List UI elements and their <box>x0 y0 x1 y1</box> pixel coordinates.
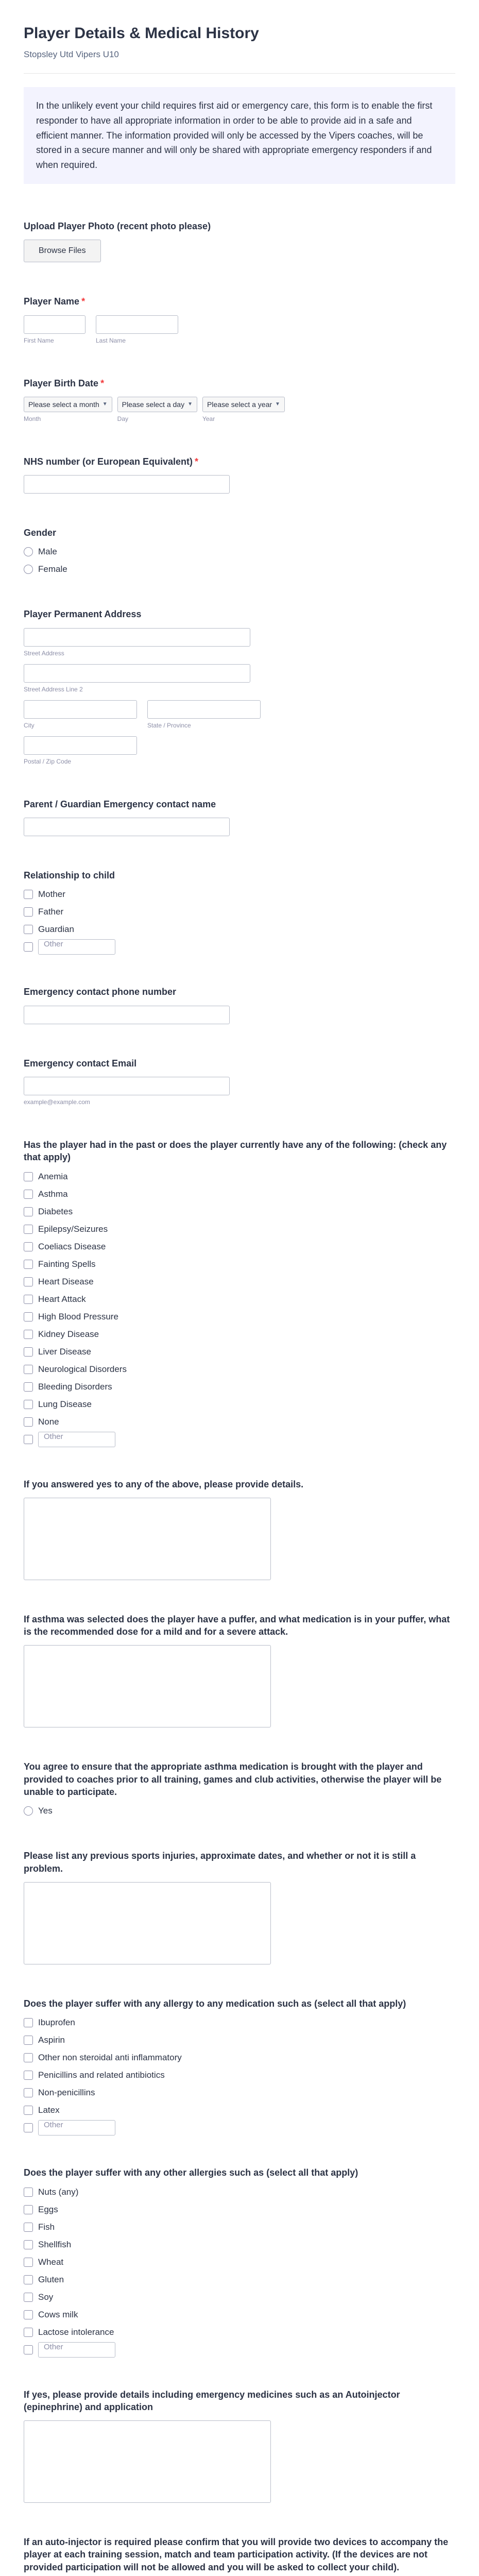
guardian-name-input[interactable] <box>24 818 230 836</box>
condition-option-label: Heart Disease <box>38 1276 94 1286</box>
medication-allergy-option[interactable] <box>24 2017 455 2028</box>
condition-option-label: High Blood Pressure <box>38 1311 118 1321</box>
checkbox[interactable] <box>24 2088 33 2097</box>
question-autoinjector <box>24 2536 455 2576</box>
condition-option-label: Liver Disease <box>38 1346 91 1357</box>
condition-option-label: None <box>38 1416 59 1427</box>
medication-allergy-option[interactable] <box>24 2070 455 2081</box>
other-allergy-label: Does the player suffer with any other allergies such as (select all that apply) <box>24 2167 358 2178</box>
address-label: Player Permanent Address <box>24 609 142 620</box>
checkbox[interactable] <box>24 1190 33 1199</box>
nhs-label: NHS number (or European Equivalent) * <box>24 456 199 467</box>
condition-option[interactable] <box>24 1399 455 1410</box>
asthma-agree-label: You agree to ensure that the appropriate asthma medication is brought with the player and provided to coaches prior to all training, games and club activities, otherwise the player will be unable to participate. <box>24 1761 442 1798</box>
relationship-label: Relationship to child <box>24 870 115 881</box>
first-name-input[interactable] <box>24 315 85 334</box>
form-subtitle: Stopsley Utd Vipers U10 <box>24 49 119 59</box>
question-conditions-details <box>24 1478 455 1580</box>
condition-option[interactable] <box>24 1381 455 1393</box>
question-medication-allergy <box>24 1997 455 2133</box>
condition-option-label: Diabetes <box>38 1206 73 1216</box>
other-input[interactable]: Other <box>38 2120 115 2136</box>
conditions-label: Has the player had in the past or does the player currently have any of the following: (check any that apply) <box>24 1139 447 1163</box>
question-puffer <box>24 1613 455 1728</box>
other-input[interactable]: Other <box>38 1432 115 1447</box>
question-injuries <box>24 1850 455 1964</box>
form-title: Player Details & Medical History <box>24 25 259 42</box>
other-allergy-option-label: Lactose intolerance <box>38 2327 114 2337</box>
checkbox[interactable] <box>24 1330 33 1339</box>
email-input[interactable] <box>24 1077 230 1095</box>
nhs-number-input[interactable] <box>24 475 230 494</box>
radio-button[interactable] <box>24 547 33 556</box>
other-allergy-option-label: Nuts (any) <box>38 2187 79 2197</box>
other-allergy-option[interactable] <box>24 2239 455 2250</box>
condition-option[interactable] <box>24 1416 455 1428</box>
question-address <box>24 608 455 765</box>
chevron-down-icon: ▼ <box>102 401 108 408</box>
gender-option[interactable]: Female <box>24 564 455 575</box>
checkbox[interactable] <box>24 1382 33 1392</box>
asthma-agree-option[interactable]: Yes <box>24 1805 455 1817</box>
guardian-label: Parent / Guardian Emergency contact name <box>24 799 216 809</box>
other-allergy-other-option[interactable] <box>24 2344 455 2355</box>
medication-allergy-option-label: Other non steroidal anti inflammatory <box>38 2053 182 2063</box>
condition-option-label: Lung Disease <box>38 1399 92 1409</box>
condition-option[interactable] <box>24 1241 455 1252</box>
condition-option[interactable] <box>24 1189 455 1200</box>
phone-label: Emergency contact phone number <box>24 987 177 997</box>
intro-text: In the unlikely event your child requires first aid or emergency care, this form is to enable the first responder to have all appropriate information in order to be able to provide aid in a safe and efficient manner. The information provided will only be accessed by the Vipers coaches, will be stored in a secure manner and will only be shared with appropriate emergency responders if and when required. <box>24 87 455 184</box>
street-address-input[interactable] <box>24 628 250 647</box>
checkbox[interactable] <box>24 2071 33 2080</box>
medication-allergy-option[interactable] <box>24 2035 455 2046</box>
email-hint: example@example.com <box>24 1098 90 1106</box>
other-allergy-option[interactable] <box>24 2327 455 2338</box>
checkbox[interactable] <box>24 890 33 899</box>
puffer-label: If asthma was selected does the player have a puffer, and what medication is in your puffer, what is the recommended dose for a mild and for a severe attack. <box>24 1614 450 1637</box>
other-allergy-option[interactable] <box>24 2292 455 2303</box>
checkbox[interactable] <box>24 2053 33 2062</box>
year-sublabel: Year <box>202 415 215 422</box>
checkbox[interactable] <box>24 2275 33 2284</box>
condition-option[interactable] <box>24 1346 455 1358</box>
relationship-option-label: Mother <box>38 889 65 900</box>
medication-allergy-option[interactable] <box>24 2052 455 2063</box>
city-input[interactable] <box>24 700 137 719</box>
checkbox[interactable] <box>24 1400 33 1409</box>
postal-code-input[interactable] <box>24 736 137 755</box>
condition-option-label: Anemia <box>38 1171 68 1181</box>
other-allergy-option[interactable] <box>24 2274 455 2285</box>
phone-input[interactable] <box>24 1006 230 1024</box>
question-asthma-agree <box>24 1760 455 1817</box>
checkbox[interactable] <box>24 1225 33 1234</box>
checkbox[interactable] <box>24 942 33 952</box>
condition-option[interactable] <box>24 1294 455 1305</box>
relationship-option-label: Father <box>38 907 64 917</box>
question-email <box>24 1057 455 1106</box>
medication-allergy-option-label: Aspirin <box>38 2035 65 2045</box>
checkbox[interactable] <box>24 2188 33 2197</box>
chevron-down-icon: ▼ <box>187 401 193 408</box>
allergy-details-label: If yes, please provide details including emergency medicines such as an Autoinjector (epinephrine) and application <box>24 2389 400 2412</box>
injuries-label: Please list any previous sports injuries, approximate dates, and whether or not it is still a problem. <box>24 1851 416 1874</box>
medication-allergy-option[interactable] <box>24 2087 455 2098</box>
condition-option[interactable] <box>24 1171 455 1182</box>
state-input[interactable] <box>147 700 261 719</box>
condition-option[interactable] <box>24 1311 455 1323</box>
question-phone <box>24 986 455 1024</box>
checkbox[interactable] <box>24 1277 33 1286</box>
medication-allergy-option-label: Latex <box>38 2105 60 2115</box>
allergy-details-textarea[interactable] <box>24 2420 271 2503</box>
condition-option-label: Heart Attack <box>38 1294 86 1304</box>
checkbox[interactable] <box>24 2345 33 2354</box>
checkbox[interactable] <box>24 1295 33 1304</box>
condition-option-label: Asthma <box>38 1189 68 1199</box>
autoinjector-label: If an auto-injector is required please confirm that you will provide two devices to accompany the player at each training session, match and team participation activity. (If the devices are not provided participation will not be allowed and you will be asked to collect your child). <box>24 2537 449 2572</box>
required-mark: * <box>100 378 105 388</box>
question-birth-date <box>24 377 455 422</box>
checkbox[interactable] <box>24 907 33 917</box>
condition-option[interactable] <box>24 1329 455 1340</box>
question-conditions <box>24 1139 455 1445</box>
gender-label: Gender <box>24 528 57 538</box>
relationship-option[interactable] <box>24 889 455 900</box>
required-mark: * <box>195 456 199 467</box>
condition-option[interactable] <box>24 1364 455 1375</box>
checkbox[interactable] <box>24 2036 33 2045</box>
medication-allergy-option-label: Non-penicillins <box>38 2088 95 2098</box>
gender-option[interactable]: Male <box>24 546 455 557</box>
other-allergy-option-label: Wheat <box>38 2257 64 2267</box>
checkbox[interactable] <box>24 1242 33 1251</box>
question-nhs <box>24 455 455 494</box>
checkbox[interactable] <box>24 2240 33 2249</box>
puffer-textarea[interactable] <box>24 1645 271 1727</box>
birth-year-select[interactable]: Please select a year ▼ <box>202 397 285 412</box>
condition-option-label: Kidney Disease <box>38 1329 99 1339</box>
form-header <box>24 25 455 74</box>
relationship-option[interactable] <box>24 924 455 935</box>
other-allergy-option-label: Fish <box>38 2222 55 2232</box>
question-guardian <box>24 798 455 836</box>
photo-label: Upload Player Photo (recent photo please) <box>24 221 211 231</box>
checkbox[interactable] <box>24 1312 33 1321</box>
other-allergy-option-label: Soy <box>38 2292 54 2302</box>
player-name-label: Player Name * <box>24 296 85 307</box>
other-input[interactable]: Other <box>38 939 115 955</box>
condition-option-label: Fainting Spells <box>38 1259 96 1269</box>
checkbox[interactable] <box>24 2018 33 2027</box>
conditions-other-option[interactable] <box>24 1434 455 1445</box>
street-address-2-input[interactable] <box>24 664 250 683</box>
other-input[interactable]: Other <box>38 2342 115 2358</box>
medication-allergy-option-label: Ibuprofen <box>38 2018 75 2028</box>
other-allergy-option-label: Cows milk <box>38 2309 78 2319</box>
email-label: Emergency contact Email <box>24 1058 137 1069</box>
other-allergy-option-label: Eggs <box>38 2204 58 2214</box>
birth-date-label: Player Birth Date * <box>24 378 105 388</box>
radio-button[interactable] <box>24 565 33 574</box>
birth-month-select[interactable]: Please select a month ▼ <box>24 397 112 412</box>
chevron-down-icon: ▼ <box>275 401 280 408</box>
checkbox[interactable] <box>24 2328 33 2337</box>
checkbox[interactable] <box>24 1347 33 1357</box>
checkbox[interactable] <box>24 2223 33 2232</box>
checkbox[interactable] <box>24 2106 33 2115</box>
conditions-details-textarea[interactable] <box>24 1498 271 1580</box>
other-allergy-option[interactable] <box>24 2222 455 2233</box>
month-sublabel: Month <box>24 415 41 422</box>
condition-option-label: Neurological Disorders <box>38 1364 127 1374</box>
day-sublabel: Day <box>117 415 128 422</box>
required-mark: * <box>81 296 85 307</box>
street-address-2-sublabel: Street Address Line 2 <box>24 685 83 693</box>
checkbox[interactable] <box>24 2205 33 2214</box>
checkbox[interactable] <box>24 1417 33 1427</box>
postal-code-sublabel: Postal / Zip Code <box>24 757 72 765</box>
med-allergy-other-option[interactable] <box>24 2122 455 2133</box>
checkbox[interactable] <box>24 925 33 934</box>
condition-option-label: Epilepsy/Seizures <box>38 1224 108 1234</box>
question-other-allergy <box>24 2166 455 2355</box>
question-photo <box>24 220 455 262</box>
checkbox[interactable] <box>24 1365 33 1374</box>
other-allergy-option[interactable] <box>24 2187 455 2198</box>
first-name-sublabel: First Name <box>24 336 54 344</box>
conditions-details-label: If you answered yes to any of the above, please provide details. <box>24 1479 304 1489</box>
checkbox[interactable] <box>24 2123 33 2132</box>
checkbox[interactable] <box>24 1435 33 1444</box>
street-address-sublabel: Street Address <box>24 649 64 657</box>
injuries-textarea[interactable] <box>24 1882 271 1964</box>
browse-files-button[interactable]: Browse Files <box>24 240 101 262</box>
other-allergy-option-label: Gluten <box>38 2274 64 2284</box>
condition-option[interactable] <box>24 1206 455 1217</box>
other-allergy-option-label: Shellfish <box>38 2239 72 2249</box>
condition-option-label: Coeliacs Disease <box>38 1241 106 1251</box>
medication-allergy-label: Does the player suffer with any allergy to any medication such as (select all that apply) <box>24 1998 406 2009</box>
medication-allergy-option-label: Penicillins and related antibiotics <box>38 2070 165 2080</box>
last-name-sublabel: Last Name <box>96 336 126 344</box>
medication-allergy-option[interactable] <box>24 2105 455 2116</box>
question-gender <box>24 527 455 575</box>
birth-day-select[interactable]: Please select a day ▼ <box>117 397 197 412</box>
city-sublabel: City <box>24 721 35 729</box>
checkbox[interactable] <box>24 2258 33 2267</box>
checkbox[interactable] <box>24 2310 33 2319</box>
other-allergy-option[interactable] <box>24 2257 455 2268</box>
condition-option[interactable] <box>24 1259 455 1270</box>
checkbox[interactable] <box>24 1172 33 1181</box>
other-allergy-option[interactable] <box>24 2204 455 2215</box>
question-relationship <box>24 869 455 953</box>
condition-option[interactable] <box>24 1276 455 1287</box>
checkbox[interactable] <box>24 1260 33 1269</box>
relationship-option[interactable] <box>24 906 455 918</box>
state-sublabel: State / Province <box>147 721 191 729</box>
relationship-other-option[interactable] <box>24 941 455 953</box>
condition-option[interactable] <box>24 1224 455 1235</box>
other-allergy-option[interactable] <box>24 2309 455 2320</box>
question-allergy-details <box>24 2388 455 2503</box>
condition-option-label: Bleeding Disorders <box>38 1381 112 1392</box>
checkbox[interactable] <box>24 1207 33 1216</box>
radio-button[interactable] <box>24 1806 33 1816</box>
checkbox[interactable] <box>24 2293 33 2302</box>
question-player-name <box>24 295 455 344</box>
last-name-input[interactable] <box>96 315 178 334</box>
relationship-option-label: Guardian <box>38 924 74 935</box>
